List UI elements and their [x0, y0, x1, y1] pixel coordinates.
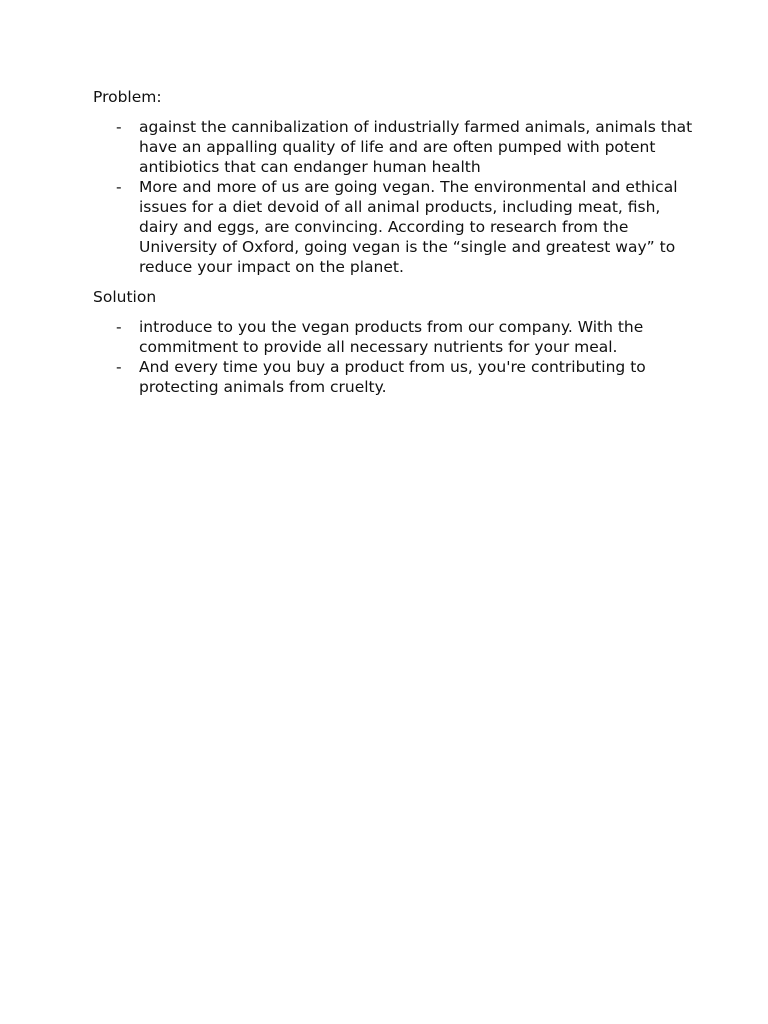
bullet-dash: -	[116, 118, 122, 136]
solution-bullet-text-1: introduce to you the vegan products from our company. With the commitment to provide all necessary nutrients for your meal.	[139, 318, 644, 356]
problem-bullet-item-2	[93, 177, 693, 277]
document-body	[93, 87, 693, 407]
problem-bullet-list	[93, 117, 693, 277]
solution-bullet-item-1	[93, 317, 693, 357]
problem-bullet-text-1: against the cannibalization of industrially farmed animals, animals that have an appalling quality of life and are often pumped with potent antibiotics that can endanger human health	[139, 118, 693, 176]
solution-bullet-text-2: And every time you buy a product from us, you're contributing to protecting animals from cruelty.	[139, 358, 646, 396]
bullet-dash: -	[116, 318, 122, 336]
solution-heading: Solution	[93, 288, 157, 306]
bullet-dash: -	[116, 178, 122, 196]
solution-section	[93, 287, 693, 397]
problem-bullet-item-1	[93, 117, 693, 177]
problem-bullet-text-2: More and more of us are going vegan. The environmental and ethical issues for a diet devoid of all animal products, including meat, fish, dairy and eggs, are convincing. According to research from the University of Oxford, going vegan is the “single and greatest way” to reduce your impact on the planet.	[139, 178, 678, 276]
problem-section	[93, 87, 693, 277]
solution-bullet-list	[93, 317, 693, 397]
problem-heading: Problem:	[93, 88, 162, 106]
solution-bullet-item-2	[93, 357, 693, 397]
bullet-dash: -	[116, 358, 122, 376]
